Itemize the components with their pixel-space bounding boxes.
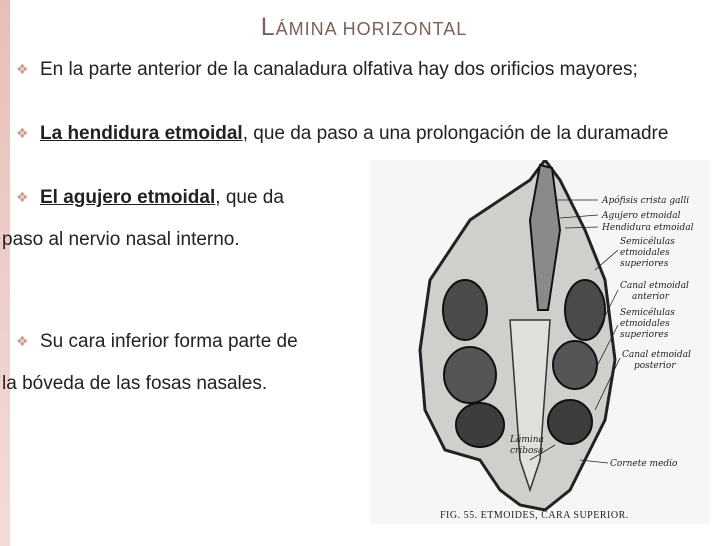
bullet-item-1: [16, 58, 656, 81]
bullet-text: En la parte anterior de la canaladura olfativa hay dos orificios mayores;: [40, 59, 638, 80]
term-hendidura-etmoidal: La hendidura etmoidal: [40, 123, 243, 144]
bullet-text: , que da: [215, 187, 284, 208]
label-semicelulas-2b: etmoidales: [620, 319, 670, 329]
figure-caption: FIG. 55. ETMOIDES, CARA SUPERIOR.: [440, 510, 629, 521]
label-canal-posterior-a: Canal etmoidal: [622, 350, 691, 360]
bullet-marker-icon: ❖: [16, 189, 29, 205]
ethmoid-illustration: [370, 160, 710, 524]
bullet-marker-icon: ❖: [16, 61, 29, 77]
label-canal-anterior-a: Canal etmoidal: [620, 281, 689, 291]
left-accent-bar: [0, 0, 10, 546]
bullet-text: , que da paso a una prolongación de la duramadre: [242, 123, 669, 144]
label-canal-anterior-b: anterior: [632, 292, 670, 302]
label-canal-posterior-b: posterior: [634, 361, 676, 371]
label-semicelulas-1c: superiores: [620, 259, 669, 269]
label-crista-galli: Apófisis crista galli: [602, 196, 690, 206]
bullet-4-continuation: la bóveda de las fosas nasales.: [2, 373, 268, 394]
label-lamina-b: cribosa: [510, 446, 544, 456]
cell-left-lower: [456, 403, 504, 447]
bullet-text: Su cara inferior forma parte de: [40, 331, 298, 352]
label-cornete-medio: Cornete medio: [610, 459, 678, 469]
bullet-3-continuation: paso al nervio nasal interno.: [2, 229, 240, 250]
bullet-item-2: [16, 122, 716, 145]
cell-right-lower: [548, 400, 592, 444]
bullet-marker-icon: ❖: [16, 333, 29, 349]
cell-left-upper: [443, 280, 487, 340]
bullet-item-4: [16, 330, 376, 353]
label-hendidura-etmoidal: Hendidura etmoidal: [602, 223, 694, 233]
slide-title: [0, 13, 728, 42]
label-semicelulas-1b: etmoidales: [620, 248, 670, 258]
title-rest: ÁMINA HORIZONTAL: [275, 19, 468, 39]
ethmoid-drawing: [370, 160, 710, 524]
label-semicelulas-2a: Semicélulas: [620, 308, 675, 318]
label-lamina-a: Lámina: [510, 435, 544, 445]
cell-right-upper: [565, 280, 605, 340]
cell-right-middle: [553, 341, 597, 389]
label-agujero-etmoidal: Agujero etmoidal: [602, 211, 681, 221]
cell-left-middle: [444, 347, 496, 403]
term-agujero-etmoidal: El agujero etmoidal: [40, 187, 216, 208]
bullet-marker-icon: ❖: [16, 125, 29, 141]
bullet-item-3: [16, 186, 376, 209]
label-semicelulas-1a: Semicélulas: [620, 237, 675, 247]
label-semicelulas-2c: superiores: [620, 330, 669, 340]
title-initial: L: [260, 13, 276, 41]
